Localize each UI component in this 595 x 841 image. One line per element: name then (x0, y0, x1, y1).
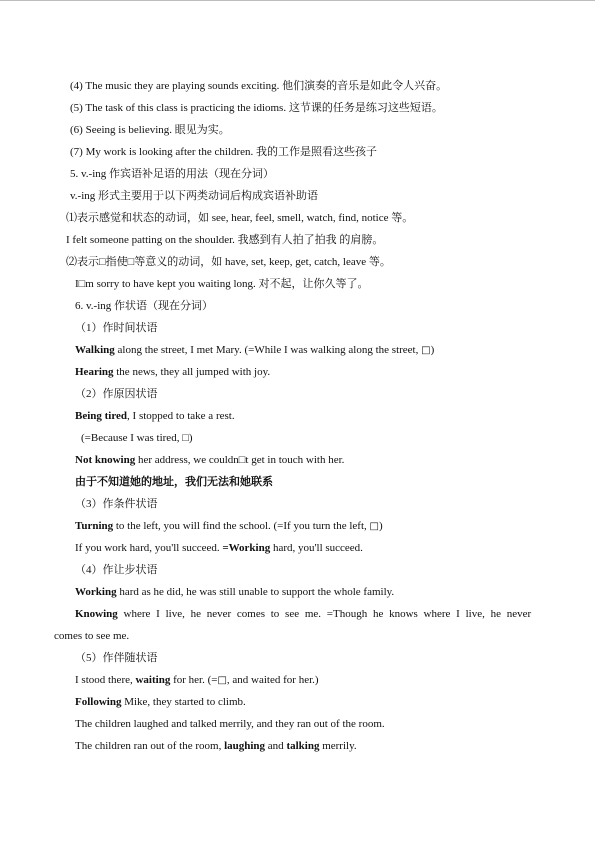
subheading-reason: （2）作原因状语 (75, 388, 158, 400)
subheading-condition: （3）作条件状语 (75, 498, 158, 510)
bold-hearing: Hearing (75, 366, 114, 378)
bold-not-knowing: Not knowing (75, 454, 136, 466)
line-example-7: (7) My work is looking after the children. 我的工作是照看这些孩子 (70, 146, 378, 158)
line-example-5: (5) The task of this class is practicing the idioms. 这节课的任务是练习这些短语。 (70, 102, 443, 114)
line-turning: Turning to the left, you will find the school. (=If you turn the left, □) (75, 520, 383, 532)
bold-talking: talking (286, 740, 320, 752)
bold-walking: Walking (75, 344, 115, 356)
bold-working-hard: =Working (222, 542, 271, 554)
line-rule-2: ⑵表示□指使□等意义的动词，如 have, set, keep, get, catch, leave 等。 (66, 256, 391, 268)
line-not-knowing: Not knowing her address, we couldn□t get in touch with her. (75, 454, 345, 466)
bold-turning: Turning (75, 520, 114, 532)
line-following: Following Mike, they started to climb. (75, 696, 246, 708)
line-being-tired: Being tired, I stopped to take a rest. (75, 410, 235, 422)
line-example-6: (6) Seeing is believing. 眼见为实。 (70, 124, 230, 136)
section-heading-5: 5. v.-ing 作宾语补足语的用法（现在分词） (70, 168, 275, 180)
line-hearing: Hearing the news, they all jumped with joy. (75, 366, 271, 378)
bold-knowing: Knowing (75, 608, 118, 620)
bold-waiting: waiting (135, 674, 171, 686)
line-example-felt: I felt someone patting on the shoulder. 我感到有人拍了拍我 的肩膀。 (66, 234, 384, 246)
line-work-hard: If you work hard, you'll succeed. =Working hard, you'll succeed. (75, 542, 363, 554)
line-rule-1: ⑴表示感觉和状态的动词，如 see, hear, feel, smell, watch, find, notice 等。 (66, 212, 414, 224)
subheading-accompany: （5）作伴随状语 (75, 652, 158, 664)
line-children-laughed: The children laughed and talked merrily, and they ran out of the room. (75, 718, 385, 730)
section-heading-6: 6. v.-ing 作状语（现在分词） (75, 300, 214, 312)
bold-being-tired: Being tired (75, 410, 128, 422)
bold-working: Working (75, 586, 117, 598)
subheading-concession: （4）作让步状语 (75, 564, 158, 576)
bold-following: Following (75, 696, 122, 708)
line-intro: v.-ing 形式主要用于以下两类动词后构成宾语补助语 (70, 190, 319, 202)
line-knowing: Knowing where I live, he never comes to see me. =Though he knows where I live, he never (75, 608, 532, 620)
line-working-as-he-did: Working hard as he did, he was still unable to support the whole family. (75, 586, 395, 598)
line-knowing-continued: comes to see me. (54, 630, 130, 642)
line-children-ran: The children ran out of the room, laughing and talking merrily. (75, 740, 357, 752)
line-example-kept: I□m sorry to have kept you waiting long. 对不起，让你久等了。 (75, 278, 369, 290)
line-example-4: (4) The music they are playing sounds exciting. 他们演奏的音乐是如此令人兴奋。 (70, 80, 448, 92)
line-chinese-bold: 由于不知道她的地址，我们无法和她联系 (75, 476, 273, 488)
line-because: (=Because I was tired, □) (81, 432, 193, 444)
bold-laughing: laughing (224, 740, 266, 752)
line-walking: Walking along the street, I met Mary. (=While I was walking along the street, □) (75, 344, 435, 356)
subheading-time: （1）作时间状语 (75, 322, 158, 334)
line-waiting: I stood there, waiting for her. (=□, and waited for her.) (75, 674, 319, 686)
